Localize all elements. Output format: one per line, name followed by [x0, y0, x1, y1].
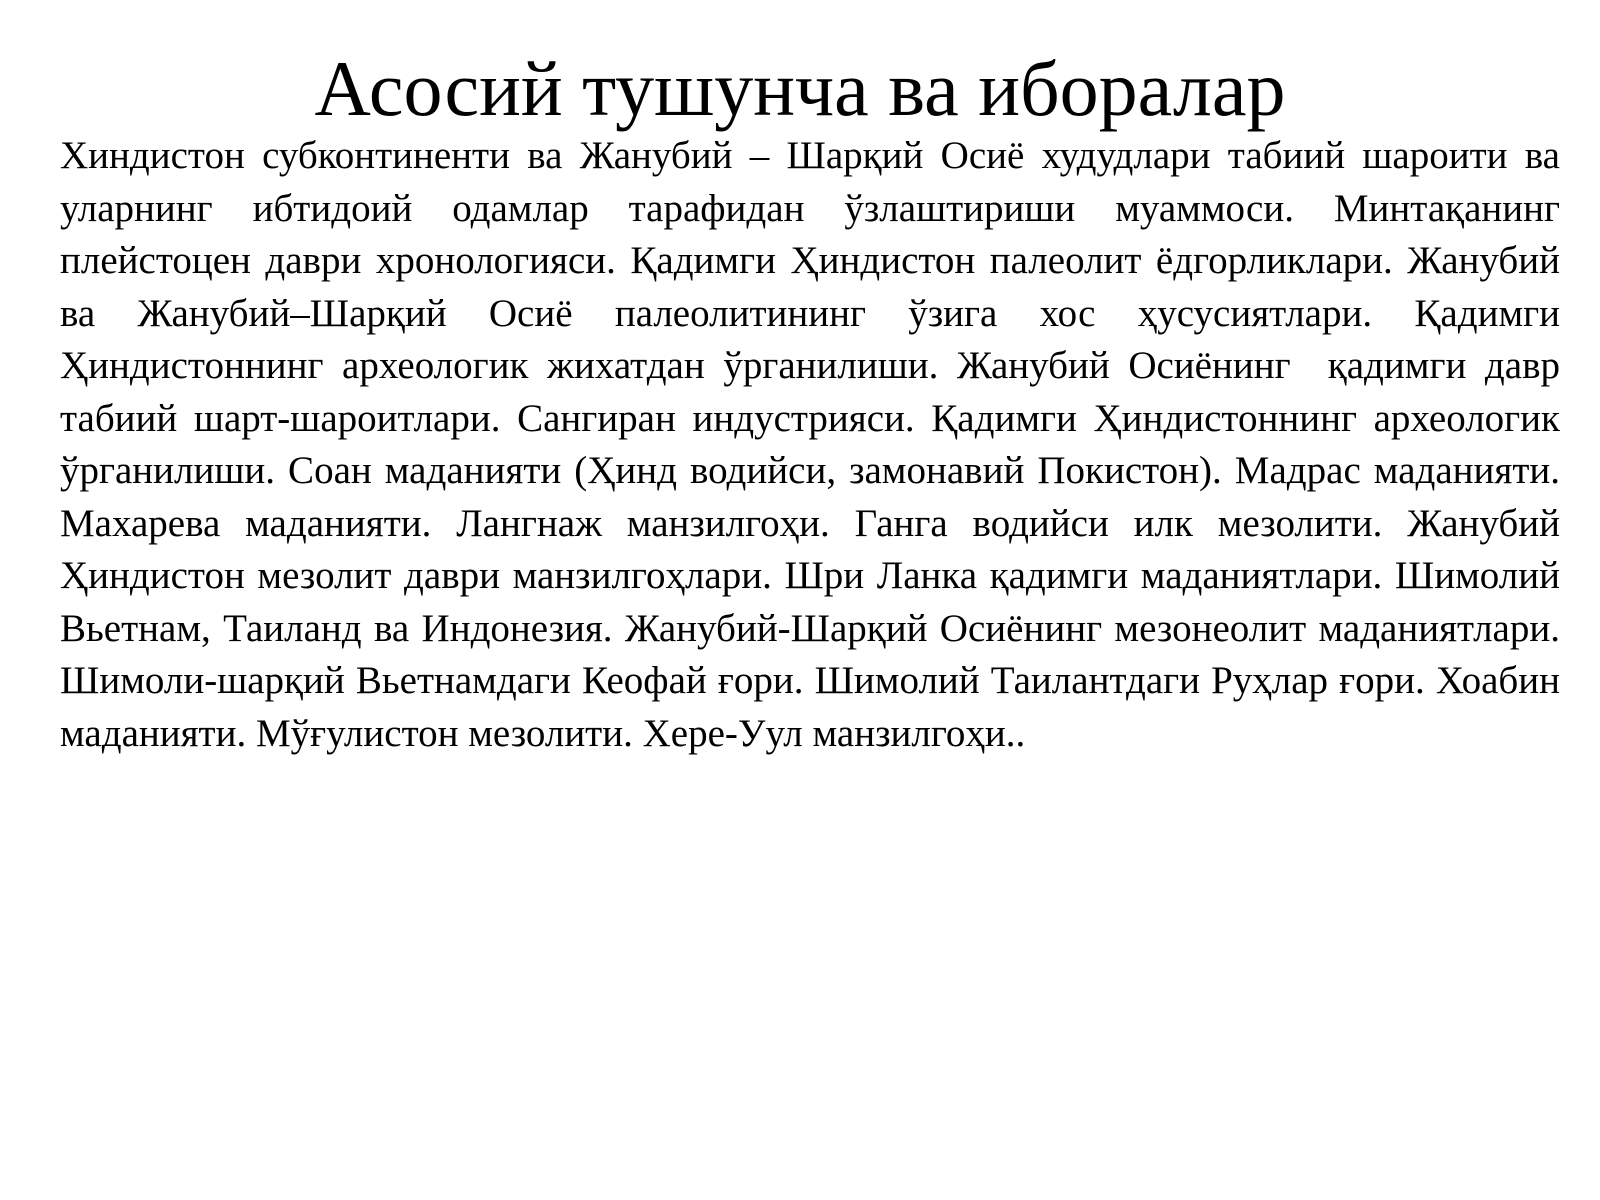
slide-title: Асосий тушунча ва иборалар	[314, 45, 1286, 132]
slide-body-text: Хиндистон субконтиненти ва Жанубий – Шарқий Осиё худудлари табиий шароити ва уларнинг ибтидоий одамлар тарафидан ўзлаштириши муаммоси. Минтақанинг плейстоцен даври хронологияси. Қадимги Ҳиндистон палеолит ёдгорликлари. Жанубий ва Жанубий–Шарқий Осиё палеолитининг ўзига хос ҳусусиятлари. Қадимги Ҳиндистоннинг археологик жихатдан ўрганилиши. Жанубий Осиёнинг қадимги давр табиий шарт-шароитлари. Сангиран индустрияси. Қадимги Ҳиндистоннинг археологик ўрганилиши. Соан маданияти (Ҳинд водийси, замонавий Покистон). Мадрас маданияти. Махарева маданияти. Лангнаж манзилгоҳи. Ганга водийси илк мезолити. Жанубий Ҳиндистон мезолит даври манзилгоҳлари. Шри Ланка қадимги маданиятлари. Шимолий Вьетнам, Таиланд ва Индонезия. Жанубий-Шарқий Осиёнинг мезонеолит маданиятлари. Шимоли-шарқий Вьетнамдаги Кеофай ғори. Шимолий Таилантдаги Руҳлар ғори. Хоабин маданияти. Мўғулистон мезолити. Хере-Уул манзилгоҳи..	[60, 134, 1570, 755]
